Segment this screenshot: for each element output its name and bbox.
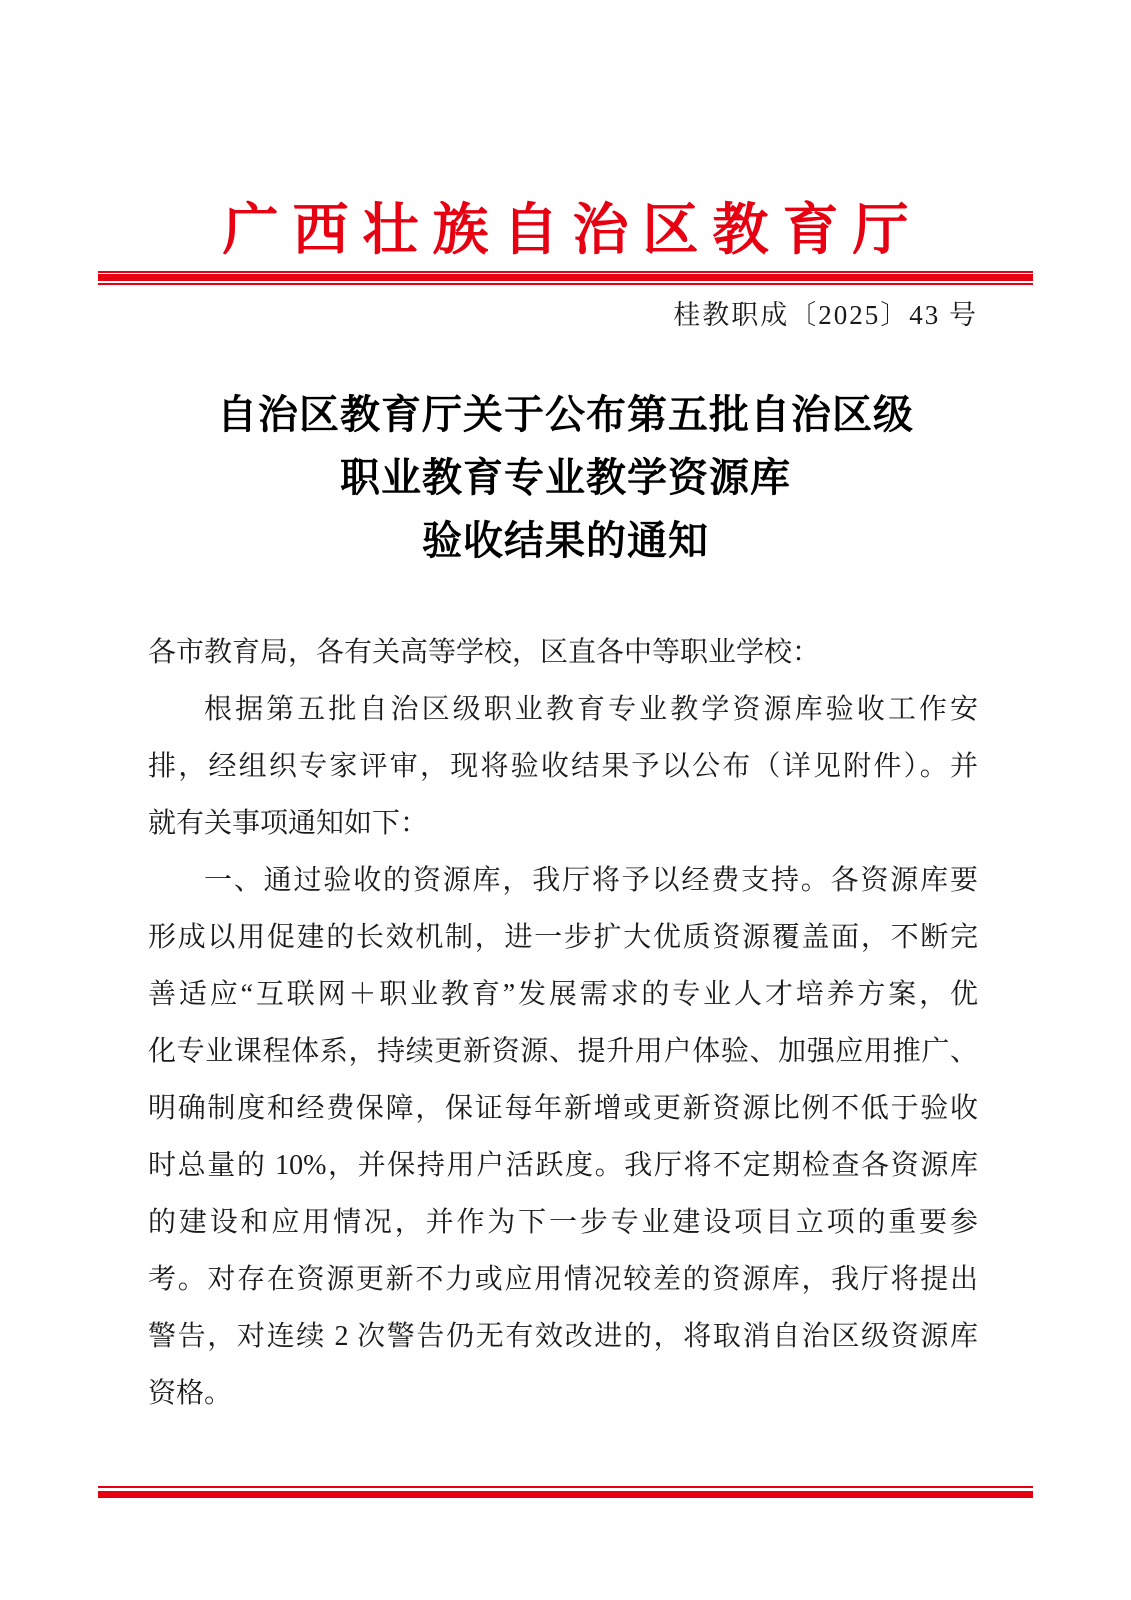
document-title-line-1: 自治区教育厅关于公布第五批自治区级	[217, 393, 914, 437]
document-title-line-2: 职业教育专业教学资源库	[340, 456, 791, 500]
body-line: 的建设和应用情况，并作为下一步专业建设项目立项的重要参	[148, 1207, 978, 1238]
body-line: 形成以用促建的长效机制，进一步扩大优质资源覆盖面，不断完	[148, 922, 978, 953]
footer-divider-line	[98, 1486, 1033, 1499]
body-line: 根据第五批自治区级职业教育专业教学资源库验收工作安	[204, 694, 978, 725]
agency-name-header: 广西壮族自治区教育厅	[222, 198, 923, 261]
body-line: 化专业课程体系，持续更新资源、提升用户体验、加强应用推广、	[148, 1036, 978, 1067]
body-line: 明确制度和经费保障，保证每年新增或更新资源比例不低于验收	[148, 1093, 978, 1124]
body-line: 各市教育局，各有关高等学校，区直各中等职业学校：	[148, 637, 821, 668]
body-line: 考。对存在资源更新不力或应用情况较差的资源库，我厅将提出	[148, 1264, 978, 1295]
body-line: 善适应“互联网＋职业教育”发展需求的专业人才培养方案，优	[148, 979, 978, 1010]
document-title	[0, 384, 1131, 573]
document-title-line-3: 验收结果的通知	[422, 519, 709, 563]
body-line: 就有关事项通知如下：	[148, 808, 429, 839]
document-body	[148, 624, 978, 1422]
body-line: 资格。	[148, 1378, 233, 1409]
header-divider-line	[98, 271, 1033, 285]
body-line: 一、通过验收的资源库，我厅将予以经费支持。各资源库要	[204, 865, 978, 896]
document-number: 桂教职成〔2025〕43 号	[673, 300, 978, 330]
body-line: 时总量的 10%，并保持用户活跃度。我厅将不定期检查各资源库	[148, 1150, 978, 1181]
body-line: 警告，对连续 2 次警告仍无有效改进的，将取消自治区级资源库	[148, 1321, 978, 1352]
body-line: 排，经组织专家评审，现将验收结果予以公布（详见附件）。并	[148, 751, 978, 782]
